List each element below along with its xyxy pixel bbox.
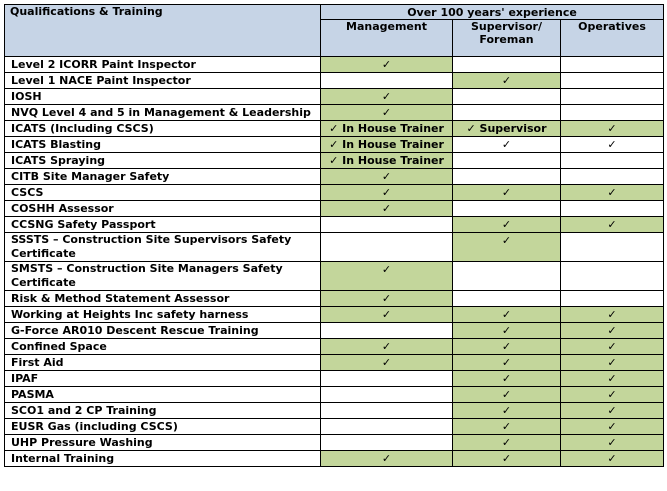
management-cell bbox=[321, 387, 453, 403]
supervisor-cell: ✓ bbox=[453, 339, 561, 355]
qualification-name: Level 1 NACE Paint Inspector bbox=[5, 73, 321, 89]
supervisor-cell bbox=[453, 169, 561, 185]
qualifications-table bbox=[4, 4, 664, 467]
operatives-cell: ✓ bbox=[561, 435, 664, 451]
management-cell: ✓ bbox=[321, 105, 453, 121]
operatives-cell: ✓ bbox=[561, 451, 664, 467]
operatives-cell: ✓ bbox=[561, 137, 664, 153]
supervisor-header: Supervisor/ Foreman bbox=[453, 20, 561, 57]
qualification-name: COSHH Assessor bbox=[5, 201, 321, 217]
qualifications-header: Qualifications & Training bbox=[5, 5, 321, 57]
table-row bbox=[5, 323, 664, 339]
table-row bbox=[5, 387, 664, 403]
table-row bbox=[5, 307, 664, 323]
qualification-name: NVQ Level 4 and 5 in Management & Leadership bbox=[5, 105, 321, 121]
supervisor-cell: ✓ bbox=[453, 233, 561, 262]
qualification-name: SCO1 and 2 CP Training bbox=[5, 403, 321, 419]
supervisor-cell: ✓ bbox=[453, 355, 561, 371]
supervisor-cell: ✓ bbox=[453, 217, 561, 233]
table-row bbox=[5, 73, 664, 89]
qualification-name: First Aid bbox=[5, 355, 321, 371]
operatives-cell: ✓ bbox=[561, 217, 664, 233]
qualification-name: Confined Space bbox=[5, 339, 321, 355]
qualification-name: ICATS Blasting bbox=[5, 137, 321, 153]
operatives-cell bbox=[561, 73, 664, 89]
qualification-name: IPAF bbox=[5, 371, 321, 387]
operatives-cell: ✓ bbox=[561, 121, 664, 137]
operatives-cell: ✓ bbox=[561, 339, 664, 355]
operatives-cell bbox=[561, 169, 664, 185]
qualification-name: SSSTS – Construction Site Supervisors Safety Certificate bbox=[5, 233, 321, 262]
management-header: Management bbox=[321, 20, 453, 57]
management-cell: ✓ bbox=[321, 339, 453, 355]
supervisor-cell: ✓ bbox=[453, 73, 561, 89]
operatives-cell bbox=[561, 105, 664, 121]
qualification-name: CCSNG Safety Passport bbox=[5, 217, 321, 233]
management-cell: ✓ bbox=[321, 89, 453, 105]
supervisor-cell: ✓ bbox=[453, 419, 561, 435]
management-cell bbox=[321, 217, 453, 233]
supervisor-cell bbox=[453, 89, 561, 105]
qualification-name: Risk & Method Statement Assessor bbox=[5, 291, 321, 307]
operatives-cell bbox=[561, 201, 664, 217]
operatives-cell bbox=[561, 262, 664, 291]
table-row bbox=[5, 262, 664, 291]
table-row bbox=[5, 355, 664, 371]
management-cell: ✓ In House Trainer bbox=[321, 137, 453, 153]
management-cell: ✓ bbox=[321, 169, 453, 185]
operatives-cell bbox=[561, 153, 664, 169]
table-row bbox=[5, 57, 664, 73]
table-row bbox=[5, 233, 664, 262]
management-cell bbox=[321, 371, 453, 387]
operatives-cell: ✓ bbox=[561, 371, 664, 387]
qualification-name: CITB Site Manager Safety bbox=[5, 169, 321, 185]
supervisor-cell bbox=[453, 201, 561, 217]
table-row bbox=[5, 339, 664, 355]
supervisor-cell: ✓ bbox=[453, 137, 561, 153]
qualification-name: Level 2 ICORR Paint Inspector bbox=[5, 57, 321, 73]
qualification-name: IOSH bbox=[5, 89, 321, 105]
supervisor-cell bbox=[453, 57, 561, 73]
table-row bbox=[5, 419, 664, 435]
management-cell: ✓ bbox=[321, 291, 453, 307]
table-row bbox=[5, 137, 664, 153]
qualification-name: EUSR Gas (including CSCS) bbox=[5, 419, 321, 435]
table-row bbox=[5, 435, 664, 451]
supervisor-cell: ✓ Supervisor bbox=[453, 121, 561, 137]
management-cell: ✓ bbox=[321, 307, 453, 323]
qualification-name: SMSTS – Construction Site Managers Safety Certificate bbox=[5, 262, 321, 291]
management-cell bbox=[321, 73, 453, 89]
supervisor-cell bbox=[453, 105, 561, 121]
operatives-cell: ✓ bbox=[561, 185, 664, 201]
supervisor-cell: ✓ bbox=[453, 451, 561, 467]
operatives-cell: ✓ bbox=[561, 355, 664, 371]
management-cell: ✓ bbox=[321, 355, 453, 371]
management-cell: ✓ bbox=[321, 451, 453, 467]
qualification-name: PASMA bbox=[5, 387, 321, 403]
operatives-cell bbox=[561, 291, 664, 307]
operatives-cell: ✓ bbox=[561, 419, 664, 435]
supervisor-cell bbox=[453, 262, 561, 291]
operatives-cell: ✓ bbox=[561, 307, 664, 323]
table-row bbox=[5, 451, 664, 467]
table-row bbox=[5, 291, 664, 307]
supervisor-cell: ✓ bbox=[453, 403, 561, 419]
management-cell: ✓ bbox=[321, 57, 453, 73]
management-cell: ✓ bbox=[321, 262, 453, 291]
management-cell bbox=[321, 403, 453, 419]
table-row bbox=[5, 153, 664, 169]
management-cell: ✓ bbox=[321, 185, 453, 201]
management-cell: ✓ bbox=[321, 201, 453, 217]
table-body bbox=[5, 57, 664, 467]
supervisor-cell bbox=[453, 153, 561, 169]
operatives-cell: ✓ bbox=[561, 387, 664, 403]
operatives-cell: ✓ bbox=[561, 403, 664, 419]
management-cell bbox=[321, 419, 453, 435]
operatives-cell: ✓ bbox=[561, 323, 664, 339]
management-cell: ✓ In House Trainer bbox=[321, 121, 453, 137]
operatives-header: Operatives bbox=[561, 20, 664, 57]
supervisor-cell: ✓ bbox=[453, 307, 561, 323]
table-row bbox=[5, 185, 664, 201]
qualification-name: Working at Heights Inc safety harness bbox=[5, 307, 321, 323]
operatives-cell bbox=[561, 89, 664, 105]
table-row bbox=[5, 89, 664, 105]
operatives-cell bbox=[561, 233, 664, 262]
qualification-name: ICATS (Including CSCS) bbox=[5, 121, 321, 137]
table-row bbox=[5, 201, 664, 217]
management-cell bbox=[321, 233, 453, 262]
table-row bbox=[5, 105, 664, 121]
table-row bbox=[5, 217, 664, 233]
qualification-name: CSCS bbox=[5, 185, 321, 201]
table-row bbox=[5, 371, 664, 387]
qualification-name: Internal Training bbox=[5, 451, 321, 467]
supervisor-cell: ✓ bbox=[453, 185, 561, 201]
supervisor-cell: ✓ bbox=[453, 371, 561, 387]
table-row bbox=[5, 169, 664, 185]
supervisor-cell: ✓ bbox=[453, 387, 561, 403]
supervisor-cell bbox=[453, 291, 561, 307]
supervisor-cell: ✓ bbox=[453, 435, 561, 451]
management-cell bbox=[321, 323, 453, 339]
table-row bbox=[5, 403, 664, 419]
experience-header: Over 100 years' experience bbox=[321, 5, 664, 20]
operatives-cell bbox=[561, 57, 664, 73]
management-cell: ✓ In House Trainer bbox=[321, 153, 453, 169]
qualification-name: UHP Pressure Washing bbox=[5, 435, 321, 451]
supervisor-cell: ✓ bbox=[453, 323, 561, 339]
management-cell bbox=[321, 435, 453, 451]
qualification-name: G-Force AR010 Descent Rescue Training bbox=[5, 323, 321, 339]
qualification-name: ICATS Spraying bbox=[5, 153, 321, 169]
table-row bbox=[5, 121, 664, 137]
qualifications-table-container bbox=[4, 4, 664, 467]
